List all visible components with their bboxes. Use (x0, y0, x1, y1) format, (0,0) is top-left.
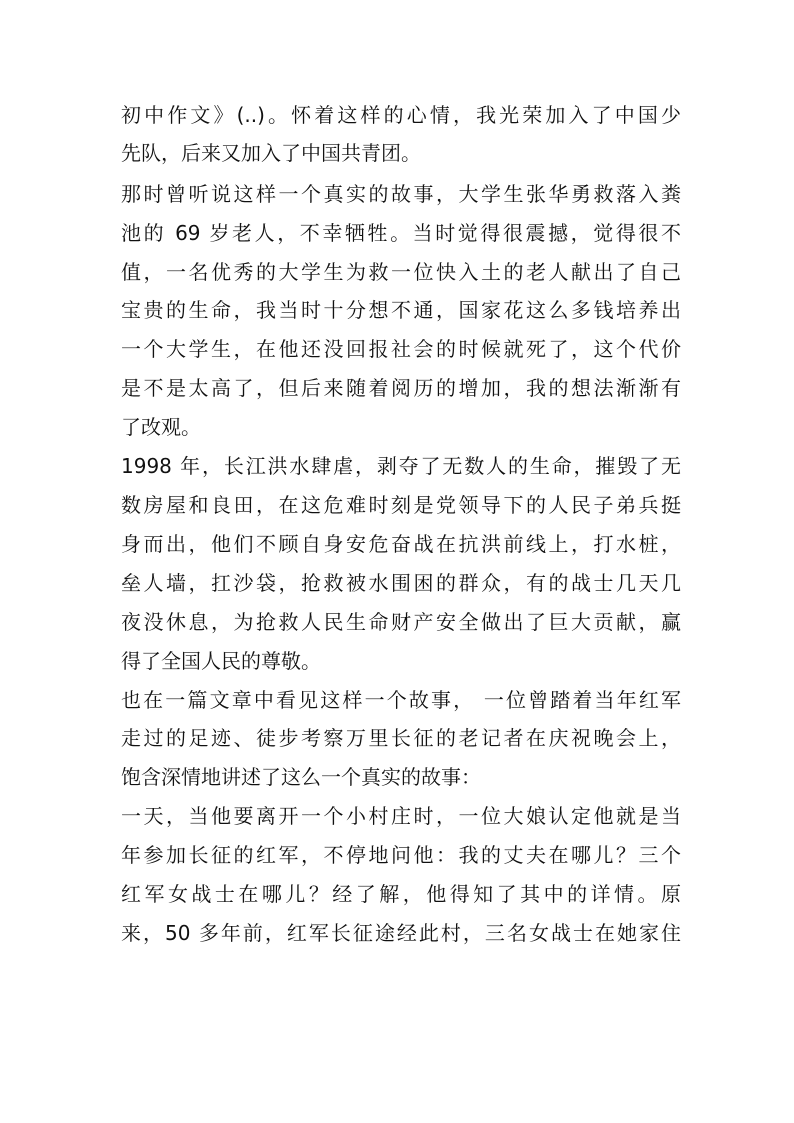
text-line: 初中作文》(..)。怀着这样的心情，我光荣加入了中国少 (121, 103, 681, 127)
text-line: 垒人墙，扛沙袋，抢救被水围困的群众，有的战士几天几 (121, 571, 681, 595)
text-line: 来，50 多年前，红军长征途经此村，三名女战士在她家住 (121, 921, 681, 945)
text-line: 饱含深情地讲述了这么一个真实的故事： (121, 765, 481, 789)
text-line: 红军女战士在哪儿？经了解，他得知了其中的详情。原 (121, 882, 681, 906)
text-line: 1998 年，长江洪水肆虐，剥夺了无数人的生命，摧毁了无 (121, 454, 681, 478)
text-line: 身而出，他们不顾自身安危奋战在抗洪前线上，打水桩， (121, 532, 681, 556)
text-line: 走过的足迹、徒步考察万里长征的老记者在庆祝晚会上， (121, 726, 681, 750)
text-line: 池的 69 岁老人，不幸牺牲。当时觉得很震撼，觉得很不 (121, 221, 681, 245)
text-line: 年参加长征的红军，不停地问他：我的丈夫在哪儿？三个 (121, 843, 681, 867)
text-line: 夜没休息，为抢救人民生命财产安全做出了巨大贡献，赢 (121, 610, 681, 634)
text-line: 先队，后来又加入了中国共青团。 (121, 141, 421, 165)
text-line: 了改观。 (121, 415, 201, 439)
text-line: 得了全国人民的尊敬。 (121, 649, 321, 673)
text-line: 也在一篇文章中看见这样一个故事， 一位曾踏着当年红军 (121, 688, 681, 712)
text-line: 宝贵的生命，我当时十分想不通，国家花这么多钱培养出 (121, 298, 681, 322)
text-line: 值，一名优秀的大学生为救一位快入土的老人献出了自己 (121, 260, 681, 284)
text-line: 一个大学生，在他还没回报社会的时候就死了，这个代价 (121, 337, 681, 361)
text-line: 那时曾听说这样一个真实的故事，大学生张华勇救落入粪 (121, 182, 681, 206)
text-line: 是不是太高了，但后来随着阅历的增加，我的想法渐渐有 (121, 376, 681, 400)
text-line: 数房屋和良田，在这危难时刻是党领导下的人民子弟兵挺 (121, 493, 681, 517)
text-line: 一天，当他要离开一个小村庄时，一位大娘认定他就是当 (121, 804, 681, 828)
